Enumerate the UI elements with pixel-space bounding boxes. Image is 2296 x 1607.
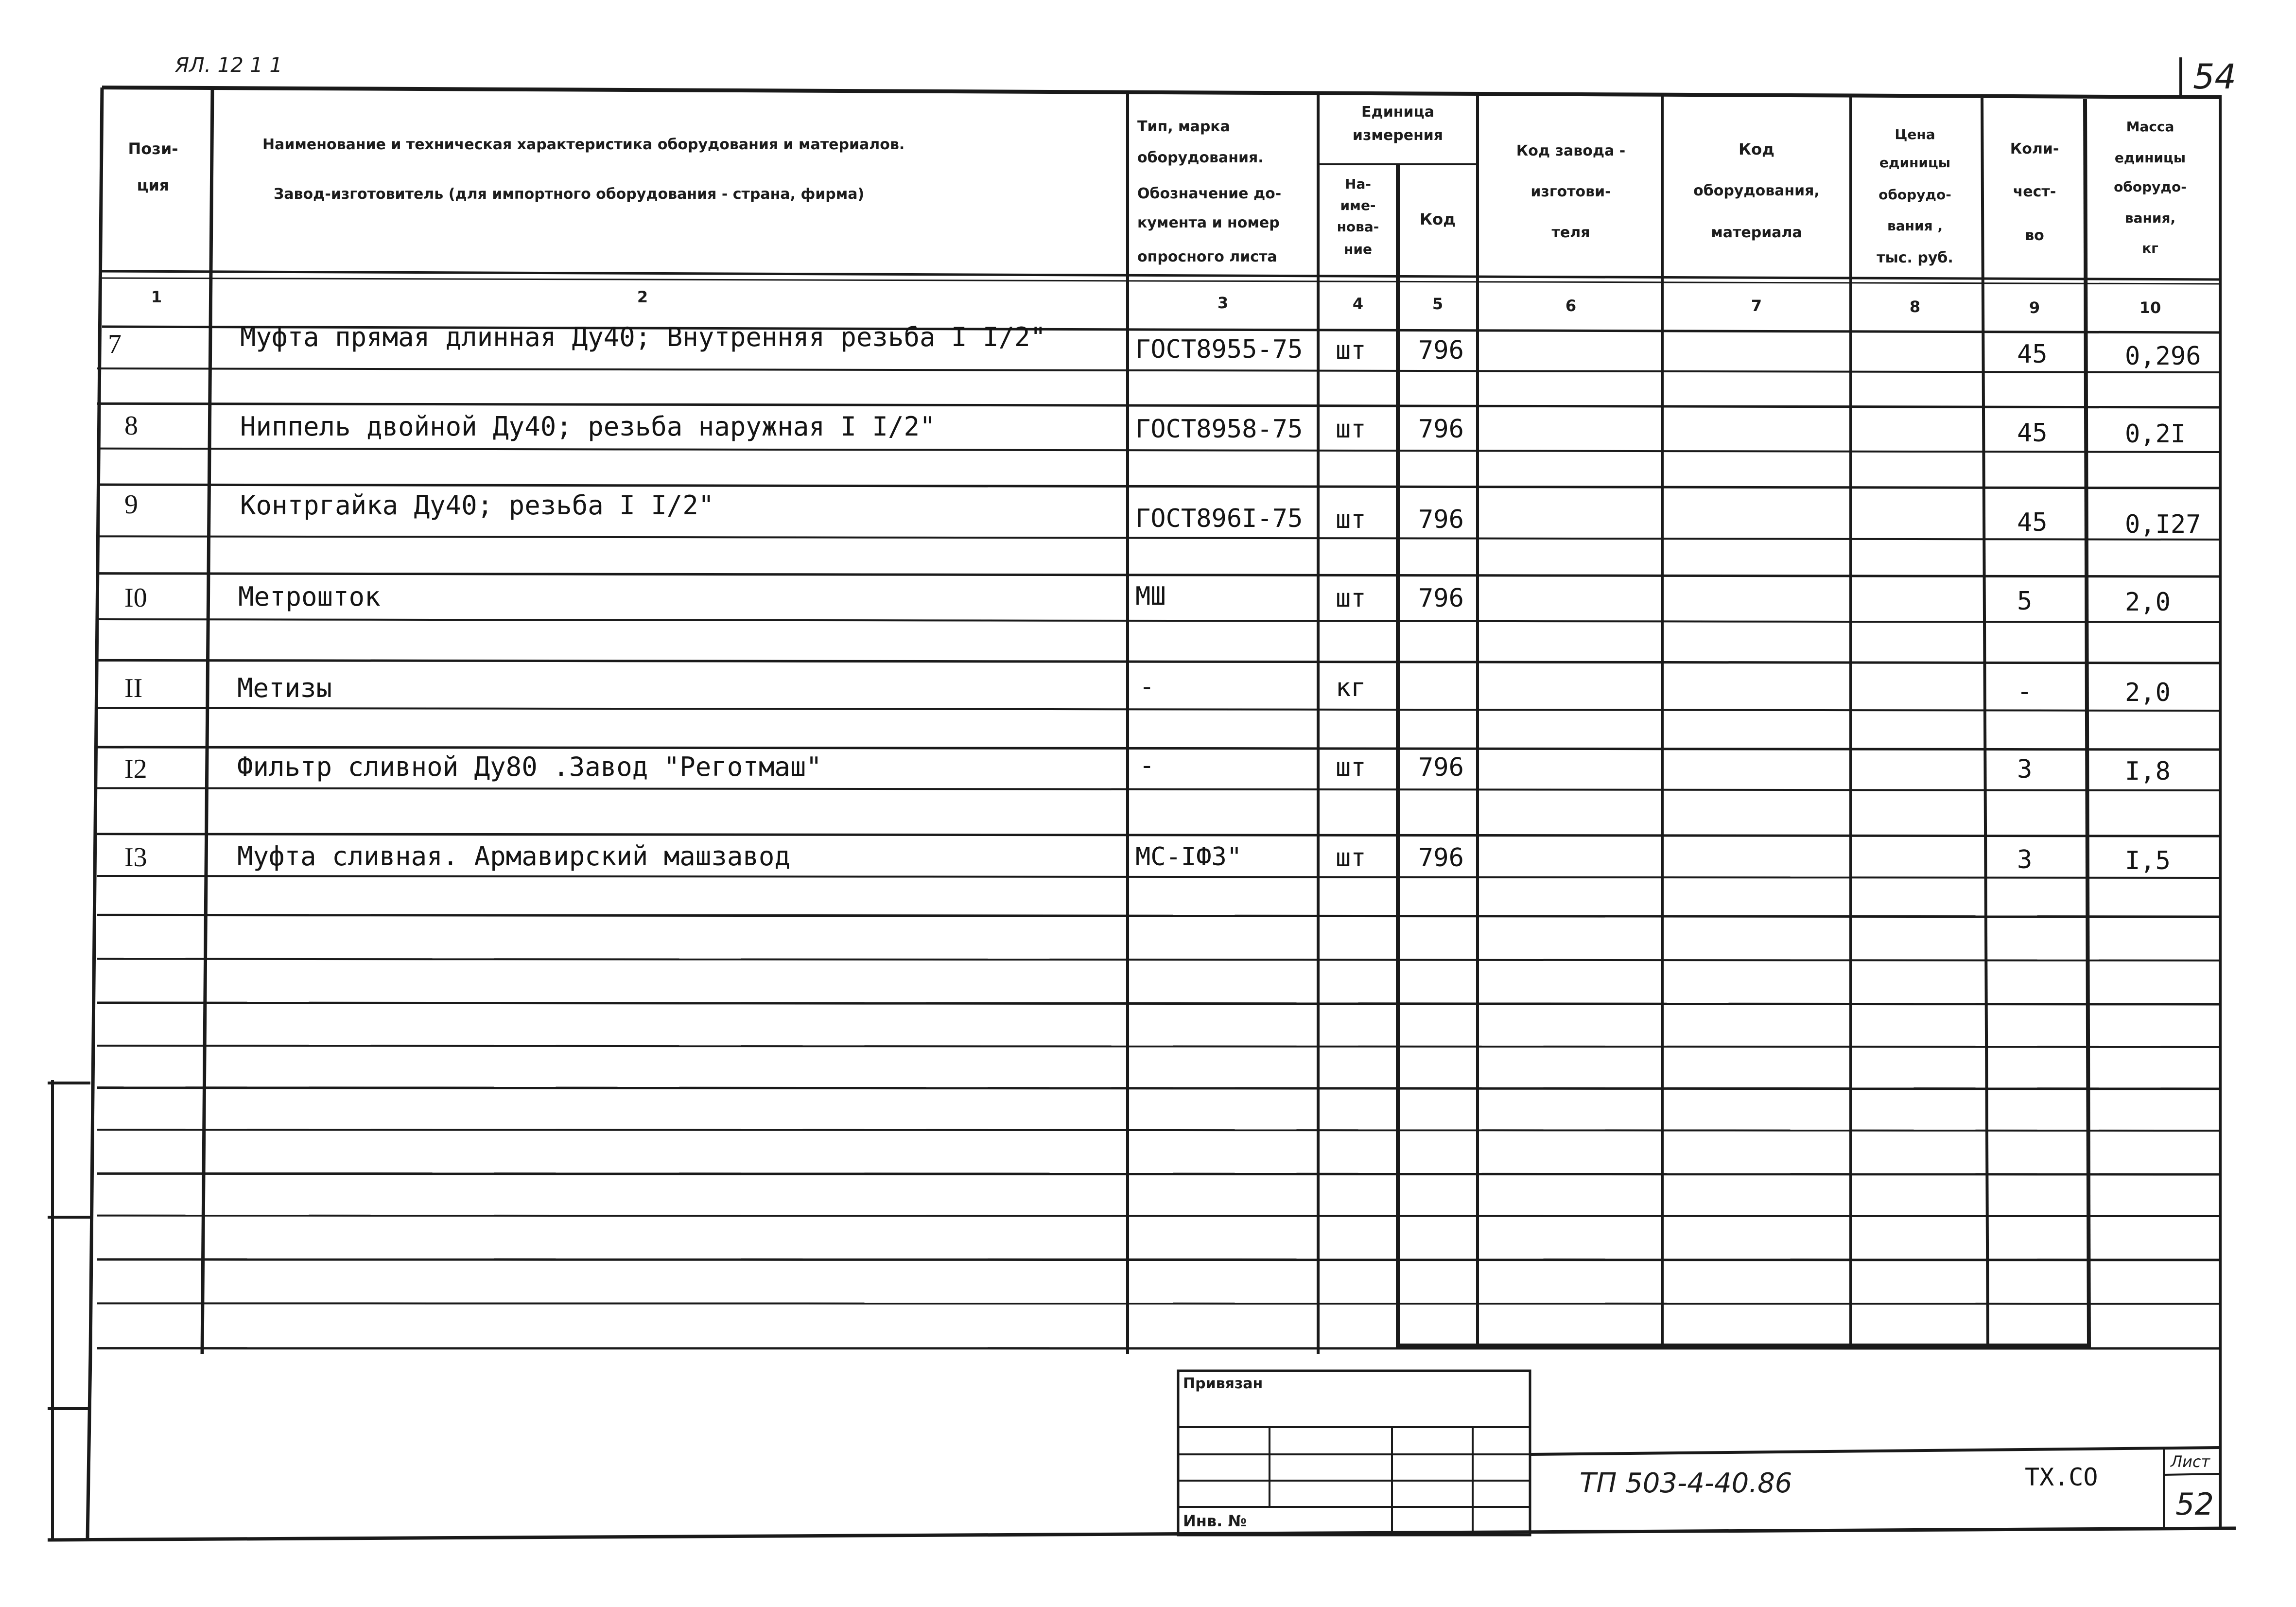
row-position: 9 — [124, 489, 138, 520]
row-divider-line — [97, 536, 2220, 540]
header-mass-line1: Масса — [2126, 119, 2174, 135]
row-position: I0 — [124, 583, 147, 613]
row-divider-line — [97, 747, 2220, 750]
header-position-line1: Пози- — [128, 140, 178, 158]
row-quantity: 45 — [2017, 508, 2048, 537]
row-name: Муфта прямая длинная Ду40; Внутренняя резьба I I/2" — [240, 322, 1046, 352]
header-unit-name-line3: нова- — [1337, 219, 1379, 235]
stamp-section-code: ТХ.СО — [2025, 1463, 2098, 1491]
row-mass: 0,I27 — [2125, 510, 2201, 539]
column-number-6: 6 — [1565, 297, 1577, 315]
row-quantity: - — [2017, 677, 2033, 706]
header-price-line5: тыс. руб. — [1877, 249, 1953, 266]
row-name: Контргайка Ду40; резьба I I/2" — [240, 490, 714, 521]
row-unit-code: 796 — [1418, 584, 1464, 613]
header-price-line3: оборудо- — [1879, 187, 1951, 203]
header-name-line1: Наименование и техническая характеристика оборудования и материалов. — [262, 136, 905, 153]
row-type: ГОСТ8955-75 — [1135, 335, 1303, 364]
header-unit-name-line2: име- — [1340, 197, 1376, 213]
header-qty-line1: Коли- — [2010, 140, 2059, 157]
header-factory-code-line3: теля — [1551, 224, 1590, 241]
header-type-line2: оборудования. — [1137, 149, 1264, 166]
row-unit: шт — [1336, 584, 1366, 613]
row-divider-line — [97, 959, 2220, 961]
column-number-3: 3 — [1217, 294, 1229, 312]
row-divider-line — [97, 574, 2220, 576]
row-divider-line — [97, 1130, 2220, 1131]
header-unit-name-line1: На- — [1345, 176, 1371, 192]
row-type: - — [1139, 672, 1155, 701]
row-mass: I,5 — [2125, 846, 2171, 875]
row-name: Метизы — [237, 673, 332, 703]
title-block — [1178, 1371, 2220, 1535]
row-mass: I,8 — [2125, 757, 2171, 786]
header-factory-code-line2: изготови- — [1531, 183, 1611, 200]
row-divider-line — [97, 915, 2220, 917]
row-quantity: 45 — [2017, 419, 2048, 448]
header-type-line5: опросного листа — [1137, 248, 1277, 265]
row-divider-line — [97, 660, 2220, 663]
column-number-2: 2 — [637, 288, 648, 306]
row-unit-code: 796 — [1418, 336, 1464, 365]
stamp-sheet-number: 52 — [2175, 1486, 2214, 1522]
header-price-line2: единицы — [1879, 155, 1951, 171]
row-unit: кг — [1336, 673, 1366, 702]
header-unit-name-line4: ние — [1344, 241, 1372, 257]
row-unit: шт — [1336, 505, 1366, 534]
row-name: Муфта сливная. Армавирский машзавод — [237, 841, 790, 872]
header-mass-line5: кг — [2142, 240, 2158, 256]
row-divider-line — [97, 1173, 2220, 1174]
row-name: Фильтр сливной Ду80 .Завод "Реготмаш" — [237, 751, 822, 782]
row-mass: 0,296 — [2125, 342, 2201, 371]
row-type: МШ — [1135, 582, 1166, 611]
row-unit-code: 796 — [1418, 505, 1464, 534]
table-row — [124, 751, 2171, 786]
column-number-10: 10 — [2139, 298, 2161, 317]
row-name: Метрошток — [238, 581, 381, 612]
row-divider-line — [97, 449, 2220, 452]
row-type: ГОСТ896I-75 — [1135, 504, 1303, 533]
column-number-1: 1 — [151, 288, 162, 306]
stamp-sheet-label: Лист — [2171, 1452, 2210, 1471]
column-number-9: 9 — [2029, 298, 2040, 317]
header-mass-line2: единицы — [2114, 150, 2186, 166]
stamp-inventory-label: Инв. № — [1183, 1512, 1247, 1530]
table-row — [124, 489, 2201, 539]
row-divider-line — [97, 1303, 2220, 1304]
column-numbers — [151, 288, 2161, 317]
row-unit: шт — [1336, 415, 1366, 444]
row-quantity: 5 — [2017, 587, 2033, 616]
top-scribble: ЯЛ. 12 1 1 — [175, 53, 283, 77]
table-row — [124, 411, 2186, 449]
header-qty-line2: чест- — [2013, 183, 2056, 200]
row-type: МС-IФЗ" — [1135, 842, 1242, 872]
table-header — [128, 104, 2186, 266]
header-type-line4: кумента и номер — [1137, 214, 1280, 231]
row-divider-line — [97, 1046, 2220, 1047]
row-quantity: 3 — [2017, 845, 2033, 874]
row-divider-line — [97, 485, 2220, 488]
row-position: 7 — [108, 329, 122, 359]
row-divider-line — [97, 403, 2220, 407]
row-position: I2 — [124, 754, 147, 784]
header-mass-line3: оборудо- — [2114, 179, 2187, 195]
row-unit-code: 796 — [1418, 843, 1464, 873]
table-row — [124, 841, 2171, 875]
row-position: 8 — [124, 411, 138, 441]
row-mass: 2,0 — [2125, 678, 2171, 707]
header-unit-group-line2: измерения — [1352, 127, 1444, 144]
row-divider-line — [97, 876, 2220, 878]
row-unit-code: 796 — [1418, 753, 1464, 782]
row-unit-code: 796 — [1418, 415, 1464, 444]
spec-table-grid — [48, 87, 2236, 1540]
row-quantity: 45 — [2017, 340, 2048, 369]
row-mass: 0,2I — [2125, 419, 2186, 449]
header-unit-group-line1: Единица — [1361, 104, 1434, 121]
row-unit: шт — [1336, 843, 1366, 873]
row-unit: шт — [1336, 336, 1366, 365]
row-divider-line — [97, 1003, 2220, 1004]
row-divider-line — [97, 368, 2220, 372]
header-type-line1: Тип, марка — [1137, 118, 1230, 135]
column-number-8: 8 — [1909, 297, 1921, 316]
row-divider-line — [97, 708, 2220, 711]
row-position: I3 — [124, 842, 147, 873]
header-price-line4: вания , — [1887, 218, 1943, 234]
header-factory-code-line1: Код завода - — [1516, 142, 1626, 159]
row-unit: шт — [1336, 753, 1366, 782]
header-unit-code: Код — [1420, 210, 1456, 228]
stamp-linked-label: Привязан — [1183, 1375, 1263, 1392]
header-price-line1: Цена — [1895, 126, 1935, 142]
header-type-line3: Обозначение до- — [1137, 185, 1282, 202]
row-divider-line — [97, 619, 2220, 622]
row-divider-line — [97, 788, 2220, 790]
stamp-document-code: ТП 503-4-40.86 — [1580, 1467, 1792, 1499]
sheet-corner-number: 54 — [2193, 57, 2237, 97]
column-number-4: 4 — [1352, 295, 1364, 313]
row-divider-line — [97, 834, 2220, 836]
header-position-line2: ция — [137, 176, 170, 194]
header-equip-code-line3: материала — [1711, 224, 1802, 241]
header-equip-code-line2: оборудования, — [1693, 182, 1820, 199]
row-divider-line — [97, 1088, 2220, 1089]
header-qty-line3: во — [2025, 227, 2044, 244]
row-divider-line — [97, 1259, 2220, 1260]
row-mass: 2,0 — [2125, 588, 2171, 617]
row-quantity: 3 — [2017, 755, 2033, 784]
row-type: - — [1139, 751, 1155, 780]
table-row — [124, 672, 2171, 707]
row-name: Ниппель двойной Ду40; резьба наружная I I/2" — [240, 411, 936, 442]
column-number-5: 5 — [1432, 295, 1444, 313]
header-mass-line4: вания, — [2124, 210, 2176, 226]
row-position: II — [124, 673, 143, 703]
column-number-7: 7 — [1751, 297, 1762, 315]
row-type: ГОСТ8958-75 — [1135, 415, 1303, 444]
header-name-line2: Завод-изготовитель (для импортного оборудования - страна, фирма) — [274, 186, 865, 203]
header-equip-code-line1: Код — [1739, 140, 1774, 158]
table-row — [124, 581, 2171, 617]
